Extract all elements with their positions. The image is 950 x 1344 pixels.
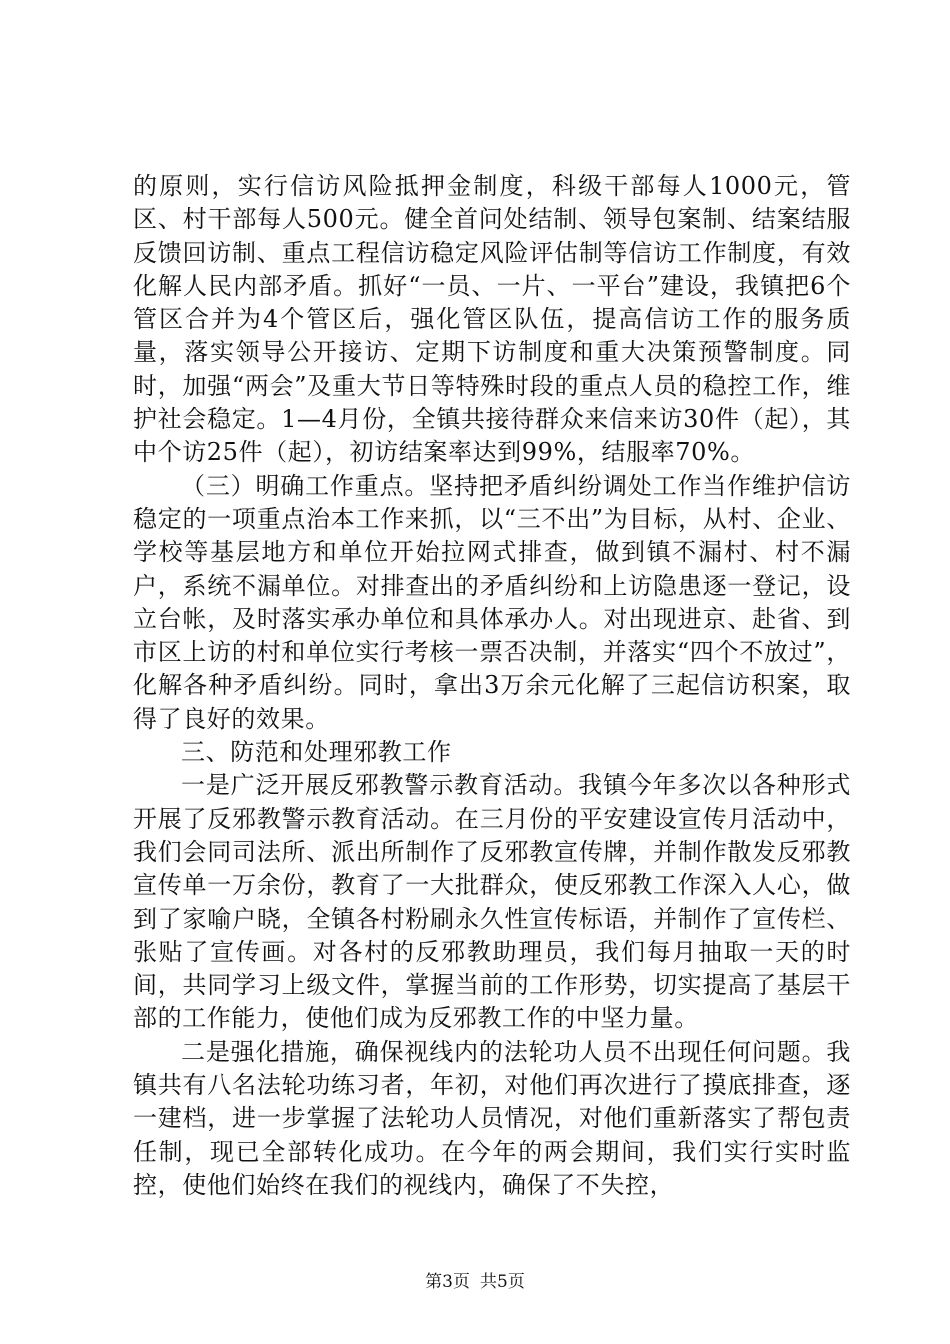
document-body (133, 170, 851, 1202)
page-footer (0, 1271, 950, 1293)
section-heading: 三、防范和处理邪教工作 (181, 738, 452, 767)
paragraph-point-one: 一是广泛开展反邪教警示教育活动。我镇今年多次以各种形式开展了反邪教警示教育活动。在三月份的平安建设宣传月活动中，我们会同司法所、派出所制作了反邪教宣传牌，并制作散发反邪教宣传单一万余份，教育了一大批群众，使反邪教工作深入人心，做到了家喻户晓，全镇各村粉刷永久性宣传标语，并制作了宣传栏、张贴了宣传画。对各村的反邪教助理员，我们每月抽取一天的时间，共同学习上级文件，掌握当前的工作形势，切实提高了基层干部的工作能力，使他们成为反邪教工作的中坚力量。 (133, 771, 851, 1033)
paragraph-point-two: 二是强化措施，确保视线内的法轮功人员不出现任何问题。我镇共有八名法轮功练习者，年初，对他们再次进行了摸底排查，逐一建档，进一步掌握了法轮功人员情况，对他们重新落实了帮包责任制，现已全部转化成功。在今年的两会期间，我们实行实时监控，使他们始终在我们的视线内，确保了不失控， (133, 1037, 851, 1199)
paragraph-continued: 的原则，实行信访风险抵押金制度，科级干部每人1000元，管区、村干部每人500元。健全首问处结制、领导包案制、结案结服反馈回访制、重点工程信访稳定风险评估制等信访工作制度，有效化解人民内部矛盾。抓好“一员、一片、一平台”建设，我镇把6个管区合并为4个管区后，强化管区队伍，提高信访工作的服务质量，落实领导公开接访、定期下访制度和重大决策预警制度。同时，加强“两会”及重大节日等特殊时段的重点人员的稳控工作，维护社会稳定。1—4月份，全镇共接待群众来信来访30件（起），其中个访25件（起），初访结案率达到99%，结服率70%。 (133, 172, 851, 467)
page-number-current: 第3页 (425, 1272, 470, 1292)
paragraph-section-three-key-work: （三）明确工作重点。坚持把矛盾纠纷调处工作当作维护信访稳定的一项重点治本工作来抓，以“三不出”为目标，从村、企业、学校等基层地方和单位开始拉网式排查，做到镇不漏村、村不漏户，系统不漏单位。对排查出的矛盾纠纷和上访隐患逐一登记，设立台帐，及时落实承办单位和具体承办人。对出现进京、赴省、到市区上访的村和单位实行考核一票否决制，并落实“四个不放过”，化解各种矛盾纠纷。同时，拿出3万余元化解了三起信访积案，取得了良好的效果。 (133, 471, 851, 733)
page-number-total: 共5页 (480, 1272, 525, 1292)
